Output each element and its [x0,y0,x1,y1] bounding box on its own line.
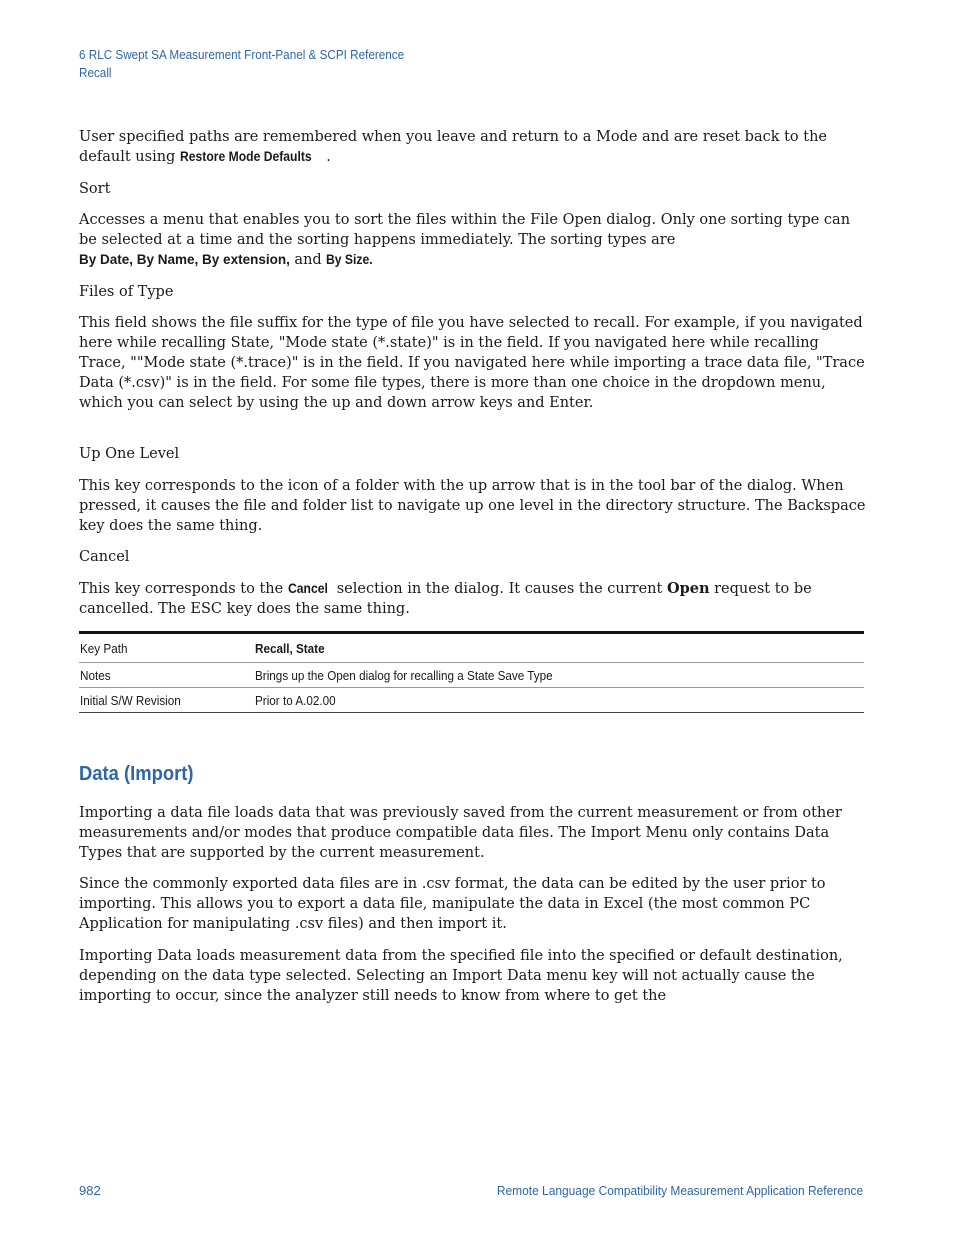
label-files-of-type: Files of Type [79,284,174,300]
paragraph-sort: Accesses a menu that enables you to sort the files within the File Open dialog. Only one sorting type can be selected at a time and the sorting happens immediately. The sorting types are By Date, By Name, By extension, and By Size. [79,212,851,268]
running-header-section: Recall [79,65,112,80]
paragraph-import-csv: Since the commonly exported data files are in .csv format, the data can be edited by the user prior to importing. This allows you to export a data file, manipulate the data in Excel (the most common PC Application for manipulating .csv files) and then import it. [79,876,826,932]
label-sort: Sort [79,181,111,197]
table-row [79,688,864,713]
paragraph-files-of-type: This field shows the file suffix for the type of file you have selected to recall. For example, if you navigated here while recalling State, "Mode state (*.state)" is in the field. If you navigated here while recalling Trace, ""Mode state (*.trace)" is in the field. If you navigated here while importing a trace data file, "Trace Data (*.csv)" is in the field. For some file types, there is more than one choice in the dropdown menu, which you can select by using the up and down arrow keys and Enter. [79,315,865,411]
paragraph-up-one-level: This key corresponds to the icon of a folder with the up arrow that is in the tool bar of the dialog. When pressed, it causes the file and folder list to navigate up one level in the directory structure. The Backspace key does the same thing. [79,478,866,534]
table-label-key-path: Key Path [80,640,128,656]
table-value-notes: Brings up the Open dialog for recalling a State Save Type [255,667,553,683]
page-number: 982 [79,1183,101,1198]
table-label-notes: Notes [80,667,111,683]
table-row [79,663,864,688]
paragraph-restore-defaults: User specified paths are remembered when you leave and return to a Mode and are reset back to the default using Restore Mode Defaults . [79,129,828,165]
table-label-revision: Initial S/W Revision [80,692,181,708]
table-value-revision: Prior to A.02.00 [255,692,336,708]
section-heading-data-import: Data (Import) [79,763,194,785]
footer-title: Remote Language Compatibility Measurement Application Reference [496,1183,863,1198]
paragraph-import-intro: Importing a data file loads data that was previously saved from the current measurement or from other measurements and/or modes that produce compatible data files. The Import Menu only contains Data Types that are supported by the current measurement. [79,805,842,861]
table-value-key-path: Recall, State [255,640,325,656]
table-row [79,633,864,663]
label-cancel: Cancel [79,549,130,565]
paragraph-cancel: This key corresponds to the Cancel selection in the dialog. It causes the current Open request to be cancelled. The ESC key does the same thing. [79,580,812,617]
paragraph-import-data: Importing Data loads measurement data from the specified file into the specified or default destination, depending on the data type selected. Selecting an Import Data menu key will not actually cause the importing to occur, since the analyzer still needs to know from where to get the [79,948,843,1004]
label-up-one-level: Up One Level [79,446,180,462]
key-path-table [79,631,864,713]
running-header-chapter: 6 RLC Swept SA Measurement Front-Panel & SCPI Reference [79,47,405,62]
